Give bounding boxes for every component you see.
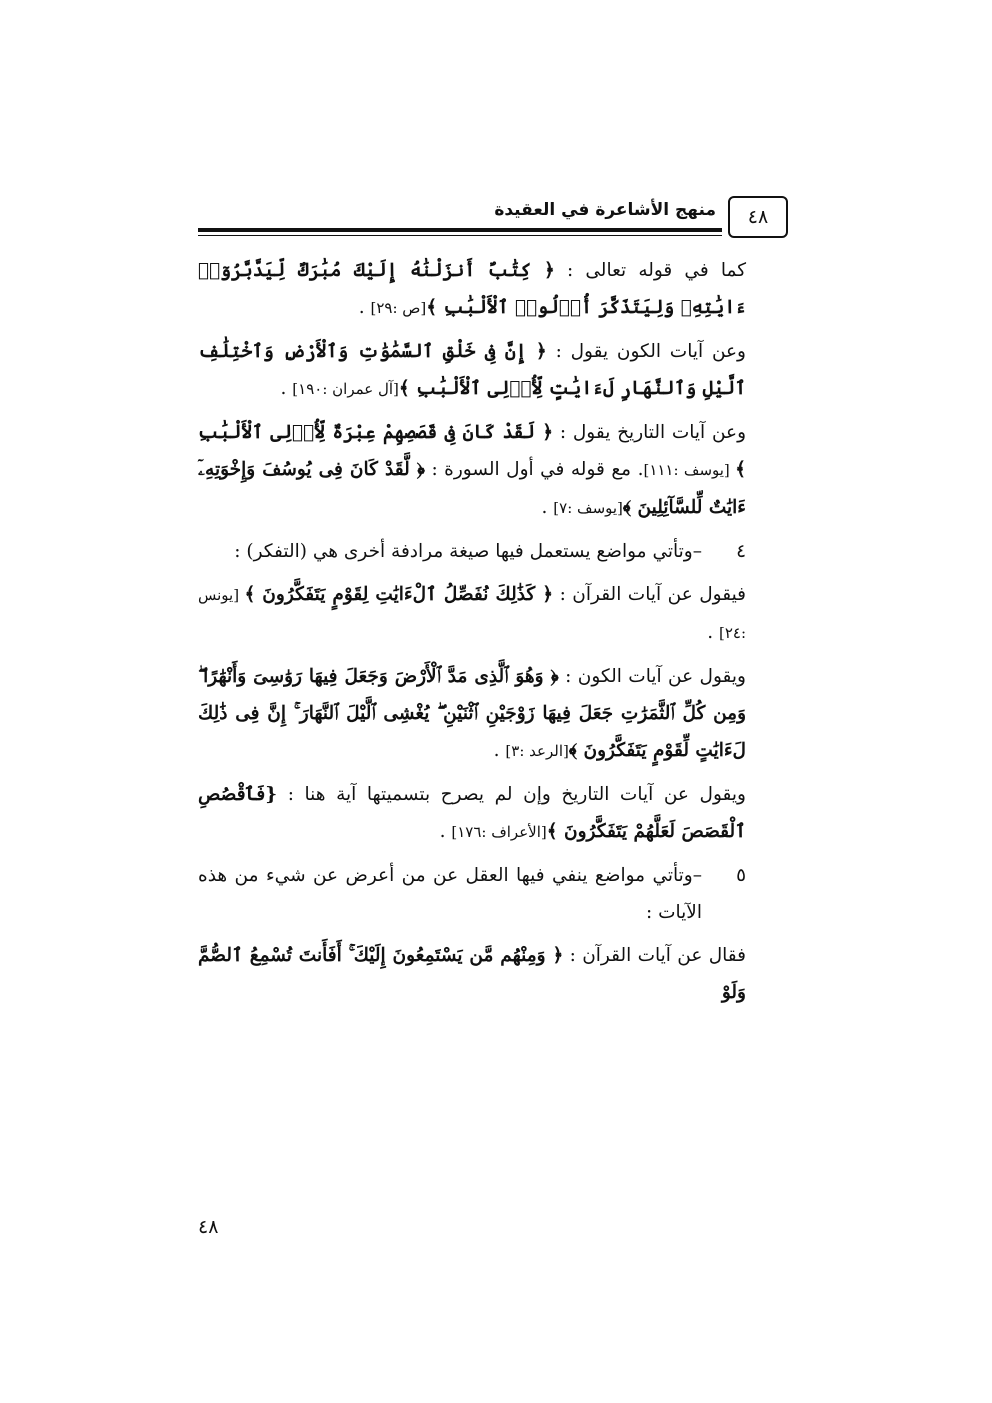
verse-reference: [يوسف :١١١] — [643, 461, 736, 479]
paragraph-text: . مع قوله في أول السورة : — [424, 459, 644, 480]
paragraph-intro: فيقول عن آيات القرآن : — [553, 584, 746, 605]
point-text: –وتأتي مواضع ينفي فيها العقل عن من أعرض عن شيء من هذه الآيات : — [198, 865, 702, 923]
quran-verse: ﴿ وَهُوَ ٱلَّذِى مَدَّ ٱلْأَرْضَ وَجَعَلَ فِيهَا رَوَٰسِىَ وَأَنْهَٰرًا ۖ وَمِن كُلِّ ٱلثَّمَرَٰتِ جَعَلَ فِيهَا زَوْجَيْنِ ٱثْنَيْنِ ۖ يُغْشِى ٱلَّيْلَ ٱلنَّهَارَ ۚ إِنَّ فِى ذَٰلِكَ لَءَايَٰتٍ لِّقَوْمٍ يَتَفَكَّرُونَ ﴾ — [198, 666, 746, 761]
paragraph-intro: ويقول عن آيات الكون : — [558, 666, 746, 687]
punctuation: . — [358, 297, 371, 318]
quran-verse: ﴿ وَمِنْهُم مَّن يَسْتَمِعُونَ إِلَيْكَ ۚ أَفَأَنتَ تُسْمِعُ ٱلصُّمَّ وَلَوْ — [198, 945, 746, 1003]
verse-reference: [آل عمران :١٩٠] — [292, 380, 399, 398]
quran-verse: ﴿ لَقَدْ كَانَ فِى قَصَصِهِمْ عِبْرَةٌ لِّأُو۟لِى ٱلْأَلْبَٰبِ ﴾ — [198, 422, 747, 480]
verse-reference: [الرعد :٣] — [505, 742, 569, 760]
header-rule-thin — [198, 235, 722, 236]
verse-reference: [ص :٢٩] — [370, 299, 427, 317]
paragraph-5 — [198, 576, 746, 652]
paragraph-1 — [198, 252, 746, 327]
quran-verse: ﴿ كِتَٰبٌ أَنزَلْنَٰهُ إِلَيْكَ مُبَٰرَكٌ لِّيَدَّبَّرُوٓا۟ ءَايَٰتِهِۦ وَلِيَتَذَكَّرَ أُو۟لُوا۟ ٱلْأَلْبَٰبِ ﴾ — [198, 260, 746, 318]
running-header — [198, 196, 788, 244]
book-title: منهج الأشاعرة في العقيدة — [494, 200, 716, 220]
paragraph-intro: ويقول عن آيات التاريخ وإن لم يصرح بتسميتها آية هنا : — [277, 784, 746, 805]
header-rule-thick — [198, 228, 722, 232]
page-body — [198, 252, 746, 1017]
quran-verse: ﴿ كَذَٰلِكَ نُفَصِّلُ ٱلْءَايَٰتِ لِقَوْمٍ يَتَفَكَّرُونَ ﴾ — [244, 584, 554, 605]
punctuation: . — [707, 622, 719, 643]
punctuation: . — [280, 378, 293, 399]
paragraph-2 — [198, 333, 746, 408]
paragraph-intro: كما في قوله تعالى : — [554, 260, 747, 281]
paragraph-intro: وعن آيات الكون يقول : — [546, 341, 746, 362]
verse-reference: [الأعراف :١٧٦] — [451, 823, 547, 841]
verse-reference-2: [يوسف :٧] — [553, 499, 623, 517]
point-number: ٤ — [736, 541, 746, 562]
quran-verse-2: ﴿ لَّقَدْ كَانَ فِى يُوسُفَ وَإِخْوَتِهِۦٓ ءَايَٰتٌ لِّلسَّآئِلِينَ ﴾ — [198, 459, 746, 518]
paragraph-6 — [198, 658, 746, 770]
paragraph-7 — [198, 776, 746, 851]
header-page-number: ٤٨ — [728, 196, 788, 238]
paragraph-9 — [198, 937, 746, 1011]
paragraph-intro: فقال عن آيات القرآن : — [563, 945, 747, 966]
quran-verse: {فَٱقْصُصِ ٱلْقَصَصَ لَعَلَّهُمْ يَتَفَكَّرُونَ ﴾ — [198, 784, 746, 842]
paragraph-3 — [198, 414, 746, 527]
punctuation: . — [541, 497, 554, 518]
numbered-point-5 — [198, 857, 746, 931]
punctuation: . — [493, 740, 506, 761]
footer-page-number: ٤٨ — [198, 1216, 219, 1238]
verse-reference: [يونس :٢٤] — [198, 586, 746, 642]
paragraph-intro: وعن آيات التاريخ يقول : — [553, 422, 746, 443]
quran-verse: ﴿ إِنَّ فِى خَلْقِ ٱلسَّمَٰوَٰتِ وَٱلْأَرْضِ وَٱخْتِلَٰفِ ٱلَّيْلِ وَٱلنَّهَارِ لَءَايَٰتٍ لِّأُو۟لِى ٱلْأَلْبَٰبِ ﴾ — [198, 341, 746, 399]
point-text: –وتأتي مواضع يستعمل فيها صيغة مرادفة أخرى هي (التفكر) : — [234, 541, 702, 562]
punctuation: . — [439, 821, 452, 842]
point-number: ٥ — [736, 865, 746, 886]
numbered-point-4 — [198, 533, 746, 570]
